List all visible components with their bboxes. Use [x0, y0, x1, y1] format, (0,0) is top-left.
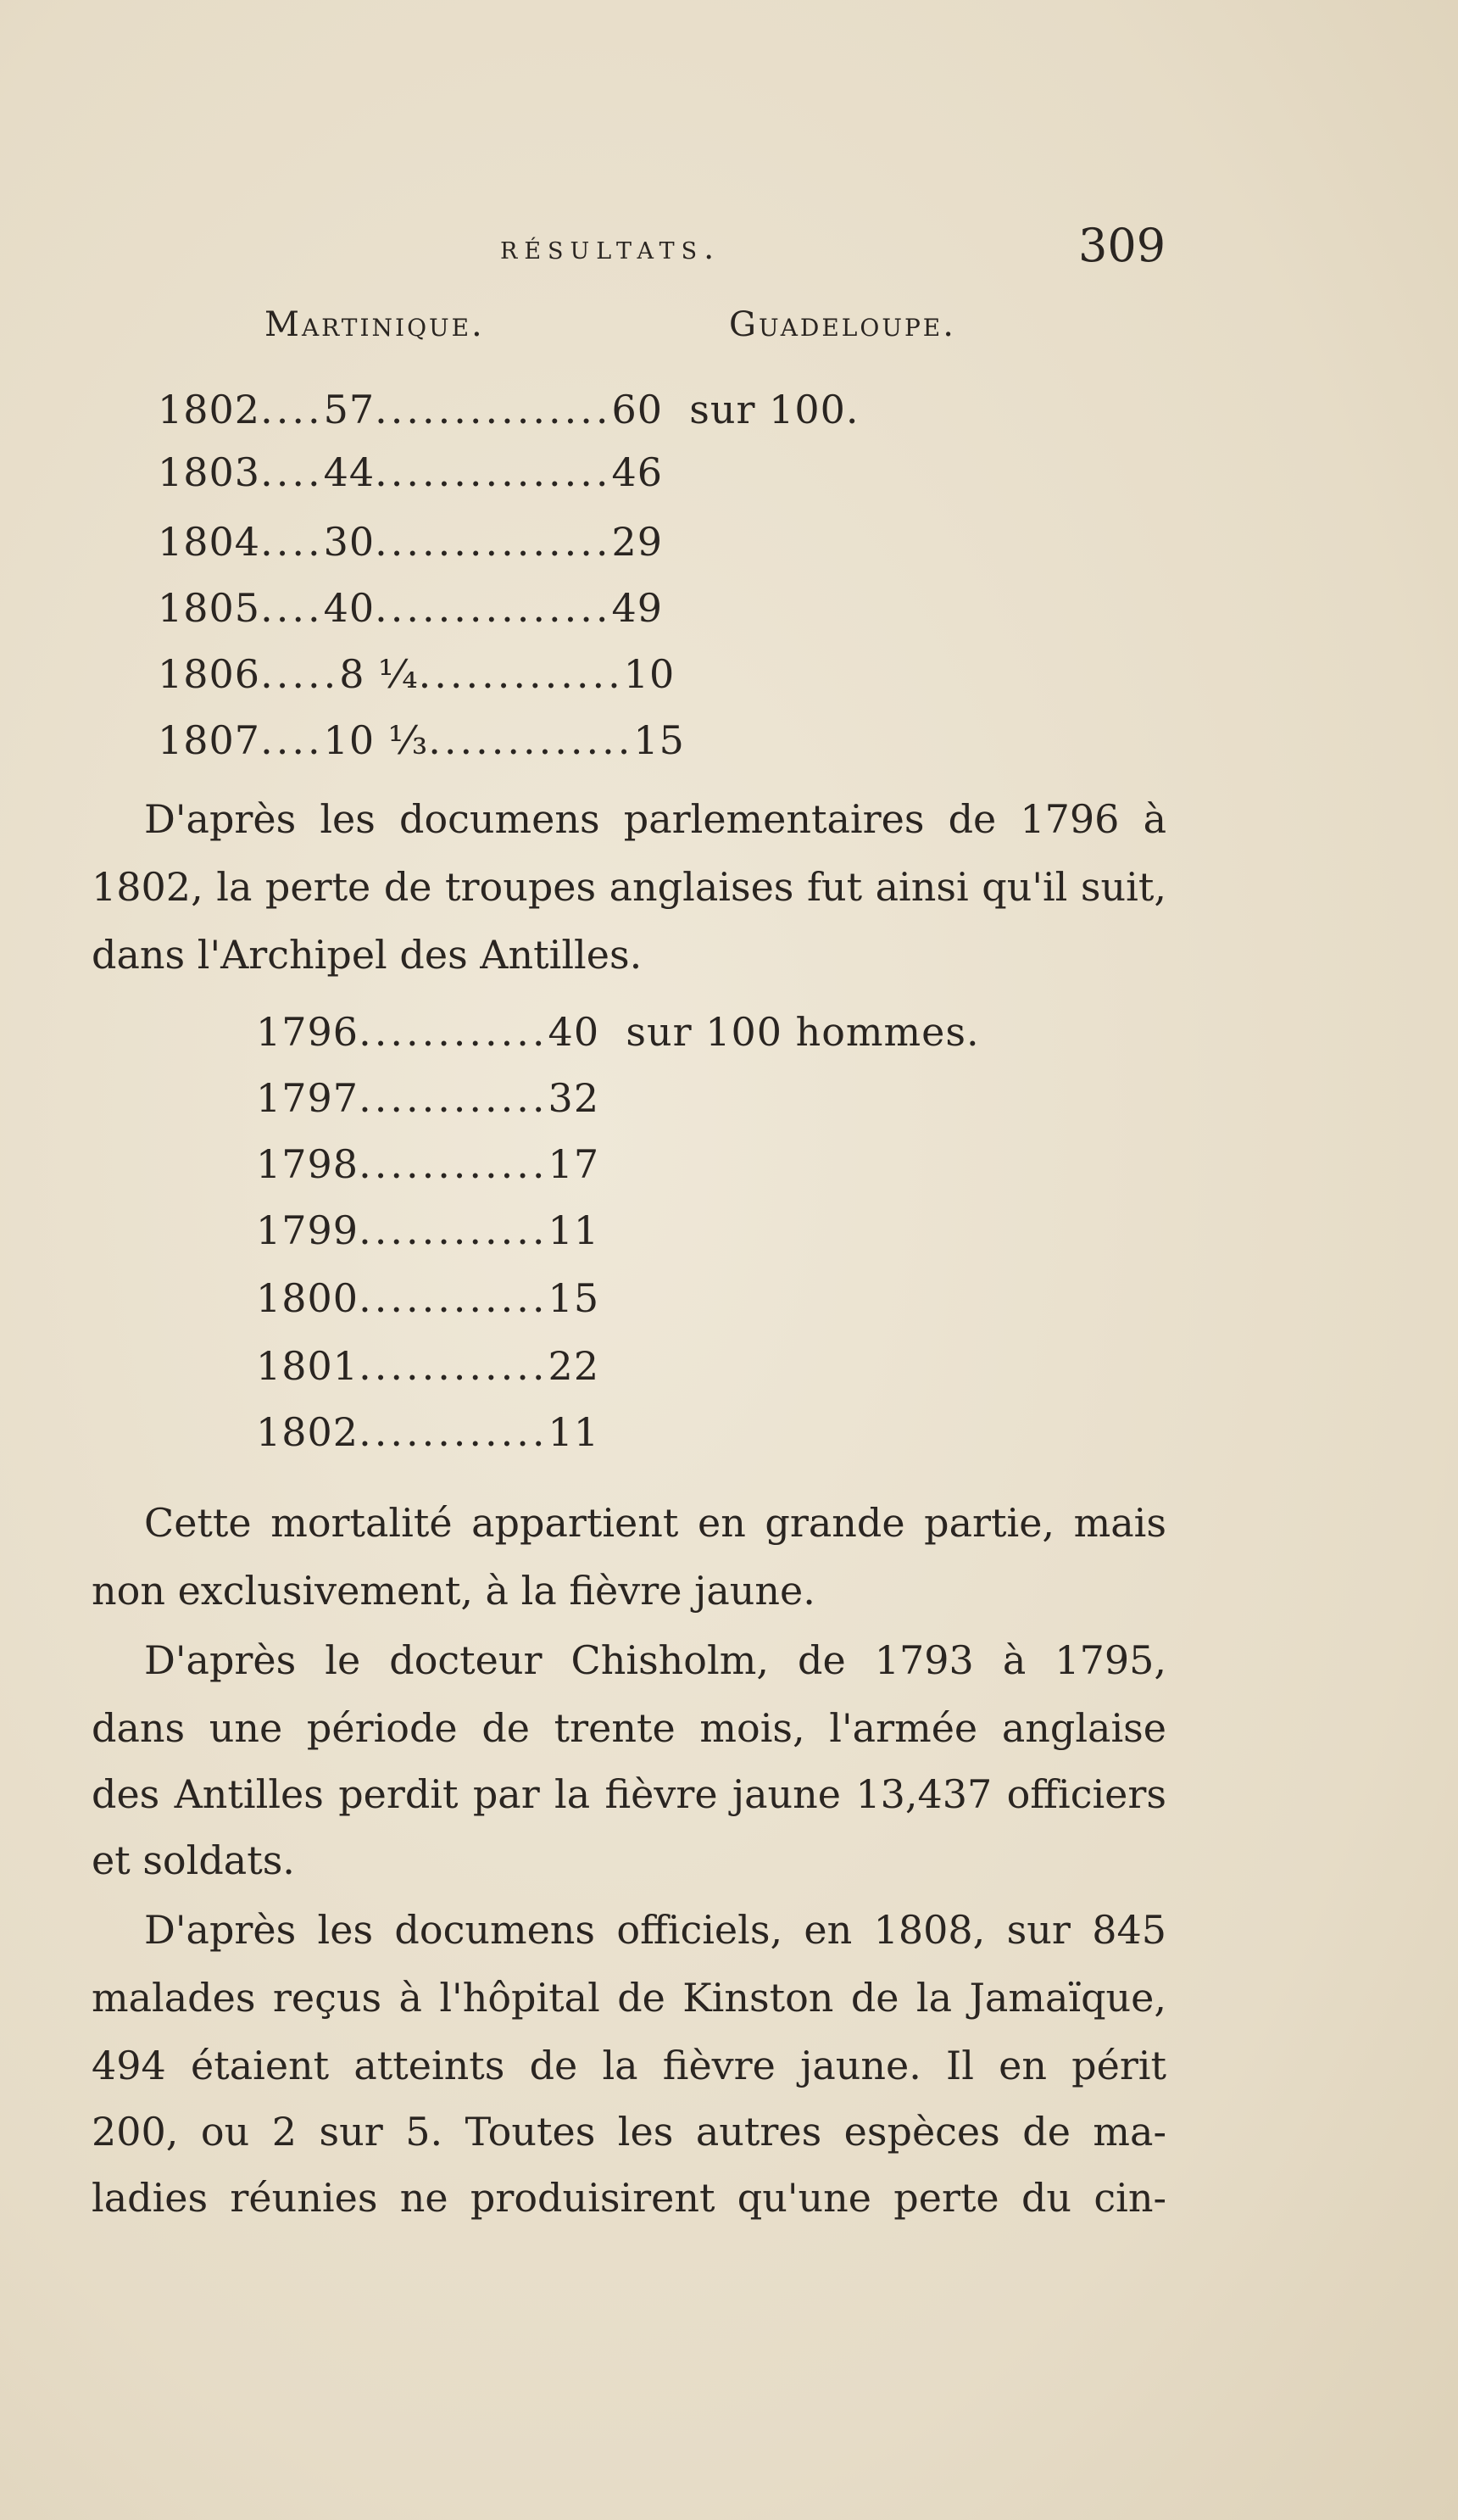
table-row: 1802............11: [256, 1409, 600, 1455]
table-row: 1803....44...............46: [158, 449, 664, 495]
table-row: 1807....10 ¹⁄₃.............15: [158, 717, 685, 763]
column-header-guadeloupe: Guadeloupe.: [729, 305, 956, 344]
table-row: 1797............32: [256, 1075, 600, 1121]
table-row: 1798............17: [256, 1141, 600, 1187]
table-row: 1801............22: [256, 1343, 600, 1389]
book-page: résultats. 309 Martinique. Guadeloupe. 1802....57...............60 sur 100. 1803....44...............46 1804....30...............29 1805....40...............49 1806.....8 ¹⁄₄.............10 1807....10 ¹⁄₃.............15 D'après les documens parlementaires de 1796 à 1802, la perte de troupes anglaises fut ainsi qu'il suit, dans l'Archipel des Antilles. 1796............40 sur 100 hommes. 1797............32 1798............17 1799............11 1800............15 1801............22 1802............11 Cette mortalité appartient en grande partie, mais non exclusivement, à la fièvre jaune. D'après le docteur Chisholm, de 1793 à 1795, dans une période de trente mois, l'armée anglaise des Antilles perdit par la fièvre jaune 13,437 officiers et soldats. D'après les documens officiels, en 1808, sur 845 malades reçus à l'hôpital de Kinston de la Jamaïque, 494 étaient atteints de la fièvre jaune. Il en périt 200, ou 2 sur 5. Toutes les autres espèces de ma- ladies réunies ne produisirent qu'une perte du cin-: [0, 0, 1458, 2520]
page-number: 309: [1078, 219, 1166, 272]
table-row: 1802....57...............60 sur 100.: [158, 387, 860, 432]
column-header-martinique: Martinique.: [264, 305, 485, 344]
running-header: résultats.: [500, 229, 721, 266]
table-row: 1799............11: [256, 1207, 600, 1253]
table-row: 1804....30...............29: [158, 519, 664, 565]
table-row: 1800............15: [256, 1275, 600, 1321]
table-row: 1805....40...............49: [158, 585, 664, 631]
table-row: 1796............40 sur 100 hommes.: [256, 1009, 980, 1055]
table-row: 1806.....8 ¹⁄₄.............10: [158, 651, 676, 697]
